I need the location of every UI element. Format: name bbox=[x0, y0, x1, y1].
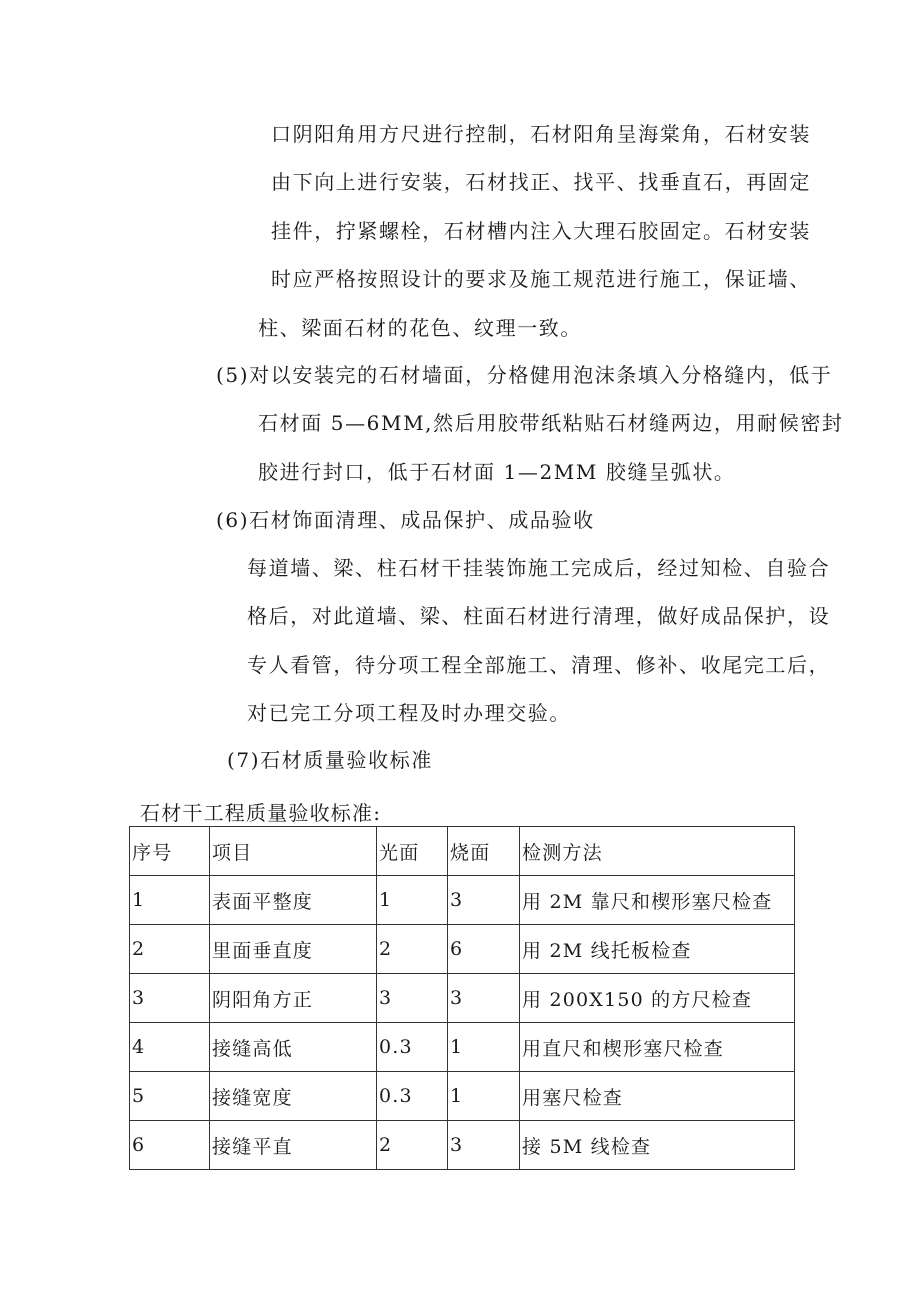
section-heading-6: (6)石材饰面清理、成品保护、成品验收 bbox=[216, 508, 595, 532]
table-cell: 6 bbox=[448, 925, 520, 974]
table-cell: 1 bbox=[448, 1072, 520, 1121]
header-cell: 烧面 bbox=[448, 827, 520, 876]
table-cell: 1 bbox=[377, 876, 448, 925]
table-cell: 接缝高低 bbox=[210, 1023, 377, 1072]
table-cell: 3 bbox=[377, 974, 448, 1023]
paragraph-line: 由下向上进行安装，石材找正、找平、找垂直石，再固定 bbox=[271, 170, 811, 194]
quality-standard-table bbox=[129, 826, 795, 1170]
table-row bbox=[130, 1023, 795, 1072]
paragraph-line: 专人看管，待分项工程全部施工、清理、修补、收尾完工后， bbox=[247, 653, 831, 677]
table-row bbox=[130, 1121, 795, 1170]
table-row bbox=[130, 1072, 795, 1121]
table-header-row bbox=[130, 827, 795, 876]
paragraph-line: 口阴阳角用方尺进行控制，石材阳角呈海棠角，石材安装 bbox=[271, 122, 811, 146]
section-heading-5: (5)对以安装完的石材墙面，分格健用泡沫条填入分格缝内，低于 bbox=[216, 363, 833, 387]
table-cell: 2 bbox=[377, 1121, 448, 1170]
table-cell: 1 bbox=[448, 1023, 520, 1072]
paragraph-line: 挂件，拧紧螺栓，石材槽内注入大理石胶固定。石材安装 bbox=[271, 219, 811, 243]
table-cell: 接 5M 线检查 bbox=[520, 1121, 795, 1170]
table-cell: 阴阳角方正 bbox=[210, 974, 377, 1023]
paragraph-line: 时应严格按照设计的要求及施工规范进行施工，保证墙、 bbox=[271, 267, 811, 291]
table-cell: 0.3 bbox=[377, 1072, 448, 1121]
table-row bbox=[130, 974, 795, 1023]
table-cell: 2 bbox=[377, 925, 448, 974]
table-cell: 5 bbox=[130, 1072, 210, 1121]
table-cell: 用塞尺检查 bbox=[520, 1072, 795, 1121]
table-cell: 6 bbox=[130, 1121, 210, 1170]
header-cell: 光面 bbox=[377, 827, 448, 876]
paragraph-line: 每道墙、梁、柱石材干挂装饰施工完成后，经过知检、自验合 bbox=[247, 556, 831, 580]
section-heading-7: (7)石材质量验收标准 bbox=[227, 748, 433, 772]
paragraph-line: 格后，对此道墙、梁、柱面石材进行清理，做好成品保护，设 bbox=[247, 604, 831, 628]
header-cell: 检测方法 bbox=[520, 827, 795, 876]
table-cell: 表面平整度 bbox=[210, 876, 377, 925]
paragraph-line: 对已完工分项工程及时办理交验。 bbox=[247, 701, 571, 725]
table-cell: 3 bbox=[448, 1121, 520, 1170]
paragraph-line: 胶进行封口，低于石材面 1—2MM 胶缝呈弧状。 bbox=[258, 460, 736, 484]
table-cell: 3 bbox=[448, 876, 520, 925]
table-cell: 接缝平直 bbox=[210, 1121, 377, 1170]
paragraph-line: 石材面 5—6MM,然后用胶带纸粘贴石材缝两边，用耐候密封 bbox=[258, 411, 844, 435]
table-row bbox=[130, 925, 795, 974]
table-cell: 用直尺和楔形塞尺检查 bbox=[520, 1023, 795, 1072]
table-cell: 接缝宽度 bbox=[210, 1072, 377, 1121]
header-cell: 项目 bbox=[210, 827, 377, 876]
table-cell: 用 2M 线托板检查 bbox=[520, 925, 795, 974]
table-cell: 3 bbox=[130, 974, 210, 1023]
table-cell: 1 bbox=[130, 876, 210, 925]
table-cell: 用 2M 靠尺和楔形塞尺检查 bbox=[520, 876, 795, 925]
table-cell: 用 200X150 的方尺检查 bbox=[520, 974, 795, 1023]
table-caption: 石材干工程质量验收标准: bbox=[140, 801, 382, 825]
table-cell: 2 bbox=[130, 925, 210, 974]
table-cell: 里面垂直度 bbox=[210, 925, 377, 974]
table-cell: 4 bbox=[130, 1023, 210, 1072]
table-row bbox=[130, 876, 795, 925]
table-cell: 0.3 bbox=[377, 1023, 448, 1072]
header-cell: 序号 bbox=[130, 827, 210, 876]
table-cell: 3 bbox=[448, 974, 520, 1023]
paragraph-line: 柱、梁面石材的花色、纹理一致。 bbox=[258, 316, 582, 340]
